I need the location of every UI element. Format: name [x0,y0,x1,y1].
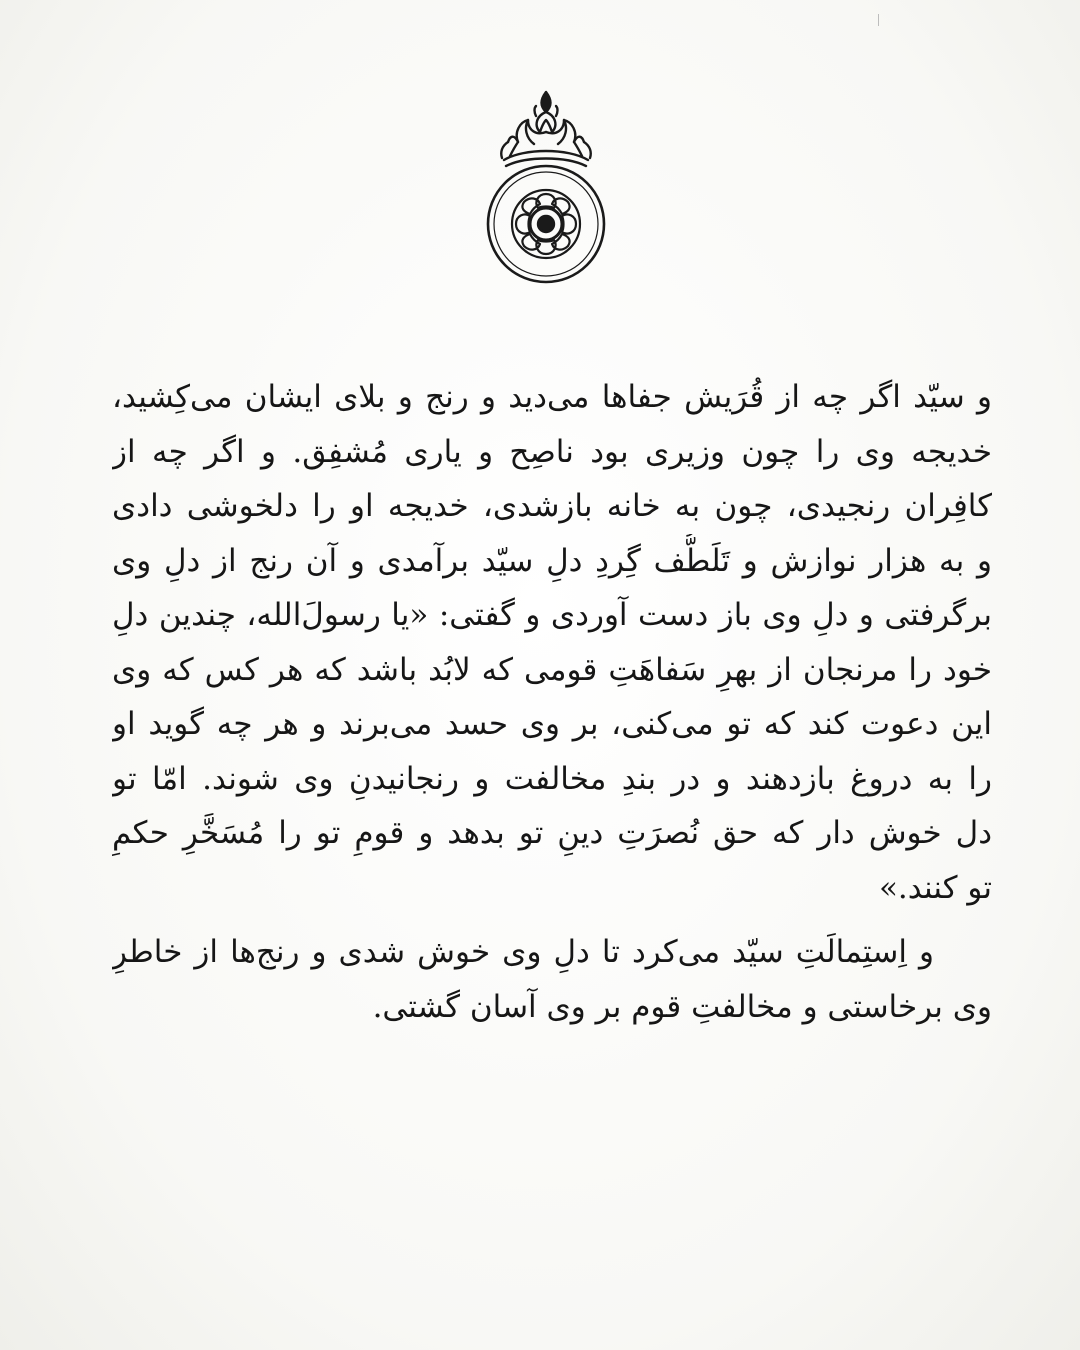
text-line: و به هزار نوازش و تَلَطُّف گِردِ دلِ سیّد برآمدی و آن رنج از دلِ وی [112,542,992,579]
text-line: را به دروغ بازدهند و در بندِ مخالفت و رنجانیدنِ وی شوند. امّا تو [112,760,992,797]
lotus-rosette-ornament-icon [484,86,608,296]
text-line: و اِستِمالَتِ سیّد می‌کرد تا دلِ وی خوش شدی و رنج‌ها از خاطرِ [112,934,934,970]
text-line: و سیّد اگر چه از قُرَیش جفاها می‌دید و رنج و بلای ایشان می‌کِشید، [112,379,992,415]
text-line: برگرفتی و دلِ وی باز دست آوردی و گفتی: «یا رسولَ‌الله، چندین دلِ [112,597,992,633]
scan-mark [878,14,879,26]
text-line: دل خوش دار که حق نُصرَتِ دینِ تو بدهد و قومِ تو را مُسَخَّرِ حکمِ [112,815,992,851]
text-line: خود را مرنجان از بهرِ سَفاهَتِ قومی که لابُد باشد که هر کس که وی [112,651,992,688]
text-line: این دعوت کند که تو می‌کنی، بر وی حسد می‌برند و هر چه گوید او [112,706,992,742]
paragraph-1 [112,370,992,915]
text-line: تو کنند.» [878,869,992,906]
text-line: خدیجه وی را چون وزیری بود ناصِح و یاری مُشفِق. و اگر چه از [112,433,992,470]
text-line: وی برخاستی و مخالفتِ قوم بر وی آسان گشتی. [372,988,992,1025]
paragraph-2 [112,925,992,1034]
main-text [112,370,992,1034]
text-line: کافِران رنجیدی، چون به خانه بازشدی، خدیجه او را دلخوشی دادی [112,488,992,524]
